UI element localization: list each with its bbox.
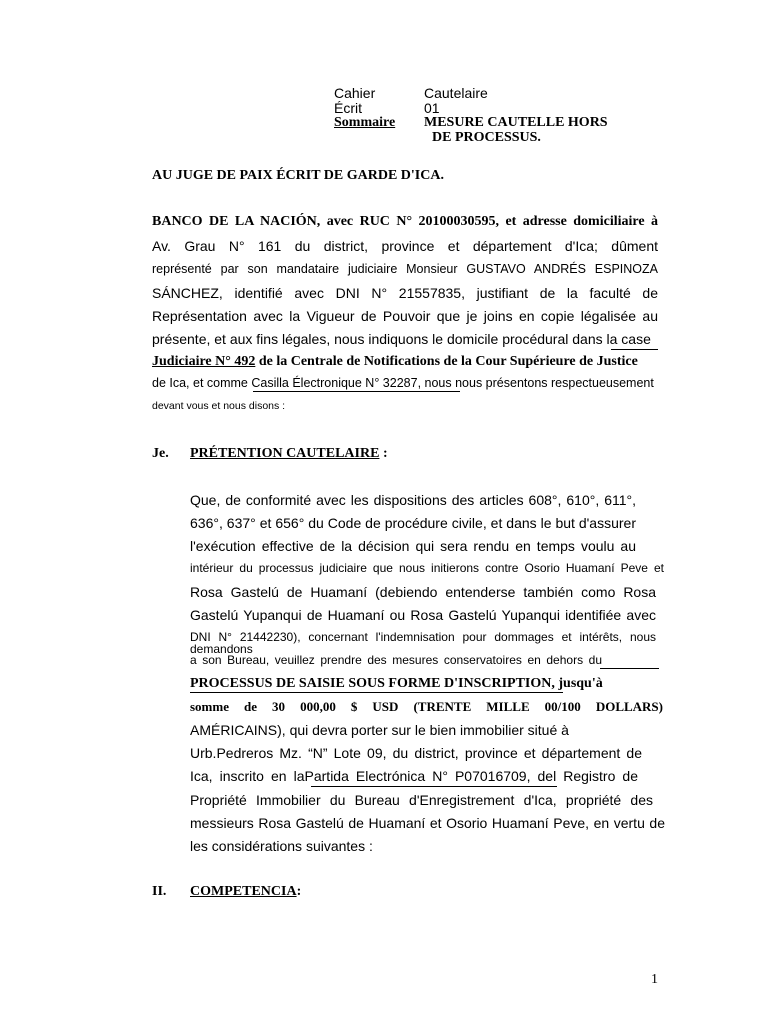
intro-underline-casilla — [253, 391, 460, 392]
section-2-heading — [190, 885, 301, 899]
intro-line-7 — [152, 355, 638, 369]
section-1-number: Je. — [152, 446, 169, 461]
intro-line-6-underlined: a case — [609, 331, 651, 347]
section-1-title: PRÉTENTION CAUTELAIRE — [190, 446, 380, 461]
section-1-colon: : — [379, 446, 388, 461]
section-1-line-6: Gastelú Yupanqui de Huamaní ou Rosa Gastelú Yupanqui identifiée avec — [190, 607, 656, 623]
section-1-line-13-underline — [311, 786, 557, 787]
section-1-line-11: AMÉRICAINS), qui devra porter sur le bien immobilier situé à — [190, 722, 569, 738]
section-2-title: COMPETENCIA — [190, 884, 297, 899]
section-1-line-9-text: usqu'à — [563, 676, 603, 691]
section-1-heading — [190, 447, 388, 461]
intro-line-7-text: de la Centrale de Notifications de la Cour Supérieure de Justice — [255, 354, 638, 369]
header-value-sommaire-line2: DE PROCESSUS. — [432, 130, 541, 145]
section-1-line-12: Urb.Pedreros Mz. “N” Lote 09, du district, province et département de — [190, 745, 642, 761]
section-1-line-13 — [190, 769, 638, 783]
header-label-sommaire: Sommaire — [334, 115, 396, 130]
section-2-colon: : — [296, 884, 302, 899]
section-1-line-8-rule — [600, 668, 659, 669]
intro-line-1: BANCO DE LA NACIÓN, avec RUC N° 20100030595, et adresse domiciliaire à — [152, 214, 658, 229]
section-1-line-9-underlined: PROCESSUS DE SAISIE SOUS FORME D'INSCRIPTION, j — [190, 676, 564, 691]
section-2-number: II. — [152, 884, 167, 899]
section-1-line-13-text: Ica, inscrito en la — [190, 768, 305, 784]
intro-line-6 — [152, 332, 651, 346]
intro-line-4: SÁNCHEZ, identifié avec DNI N° 21557835, justifiant de la faculté de — [152, 285, 658, 301]
intro-line-7-bold: Judiciaire N° 492 — [152, 354, 256, 369]
section-1-line-15: messieurs Rosa Gastelú de Huamaní et Osorio Huamaní Peve, en vertu de — [190, 815, 665, 831]
intro-line-8-text: de Ica, et comme — [152, 376, 252, 390]
section-1-line-2: 636°, 637° et 656° du Code de procédure civile, et dans le but d'assurer — [190, 515, 636, 531]
section-1-line-1: Que, de conformité avec les dispositions des articles 608°, 610°, 611°, — [190, 492, 636, 508]
header-label-cahier: Cahier — [334, 85, 376, 101]
intro-underline-case — [611, 349, 658, 350]
section-1-line-8: a son Bureau, veuillez prendre des mesures conservatoires en dehors du — [190, 653, 602, 667]
section-1-line-5: Rosa Gastelú de Huamaní (debiendo entenderse también como Rosa — [190, 584, 656, 600]
intro-line-5: Représentation avec la Vigueur de Pouvoir que je joins en copie légalisée au — [152, 308, 658, 324]
page-number: 1 — [651, 972, 658, 987]
section-1-line-16: les considérations suivantes : — [190, 838, 373, 854]
section-1-line-4: intérieur du processus judiciaire que nous initierons contre Osorio Huamaní Peve et — [190, 561, 664, 575]
section-1-line-14: Propriété Immobilier du Bureau d'Enregistrement d'Ica, propriété des — [190, 792, 653, 808]
section-1-line-10: somme de 30 000,00 $ USD (TRENTE MILLE 00/100 DOLLARS) — [190, 699, 663, 714]
section-1-line-13-after: l Registro de — [553, 768, 638, 784]
header-label-ecrit: Écrit — [334, 100, 362, 116]
section-1-line-9-underline — [190, 692, 563, 693]
addressee: AU JUGE DE PAIX ÉCRIT DE GARDE D'ICA. — [152, 168, 444, 183]
intro-line-6-text: présente, et aux fins légales, nous indiquons le domicile procédural dans l — [152, 331, 610, 347]
intro-line-8-underlined: Casilla Électronique N° 32287, nous — [251, 376, 452, 390]
intro-line-9: devant vous et nous disons : — [152, 400, 286, 412]
intro-line-8 — [152, 377, 654, 390]
intro-line-8-after: nous présentons respectueusement — [451, 376, 654, 390]
header-value-sommaire-line1: MESURE CAUTELLE HORS — [424, 115, 608, 130]
header-value-cahier: Cautelaire — [424, 85, 488, 101]
intro-line-3: représenté par son mandataire judiciaire Monsieur GUSTAVO ANDRÉS ESPINOZA — [152, 262, 658, 276]
header-value-ecrit: 01 — [424, 100, 440, 116]
section-1-line-9 — [190, 677, 603, 691]
section-1-line-3: l'exécution effective de la décision qui sera rendu en temps voulu au — [190, 538, 636, 554]
intro-line-2: Av. Grau N° 161 du district, province et département d'Ica; dûment — [152, 238, 658, 254]
section-1-line-7: DNI N° 21442230), concernant l'indemnisation pour dommages et intérêts, nous demandons — [190, 630, 656, 656]
section-1-line-13-underlined: Partida Electrónica N° P07016709, de — [304, 768, 554, 784]
